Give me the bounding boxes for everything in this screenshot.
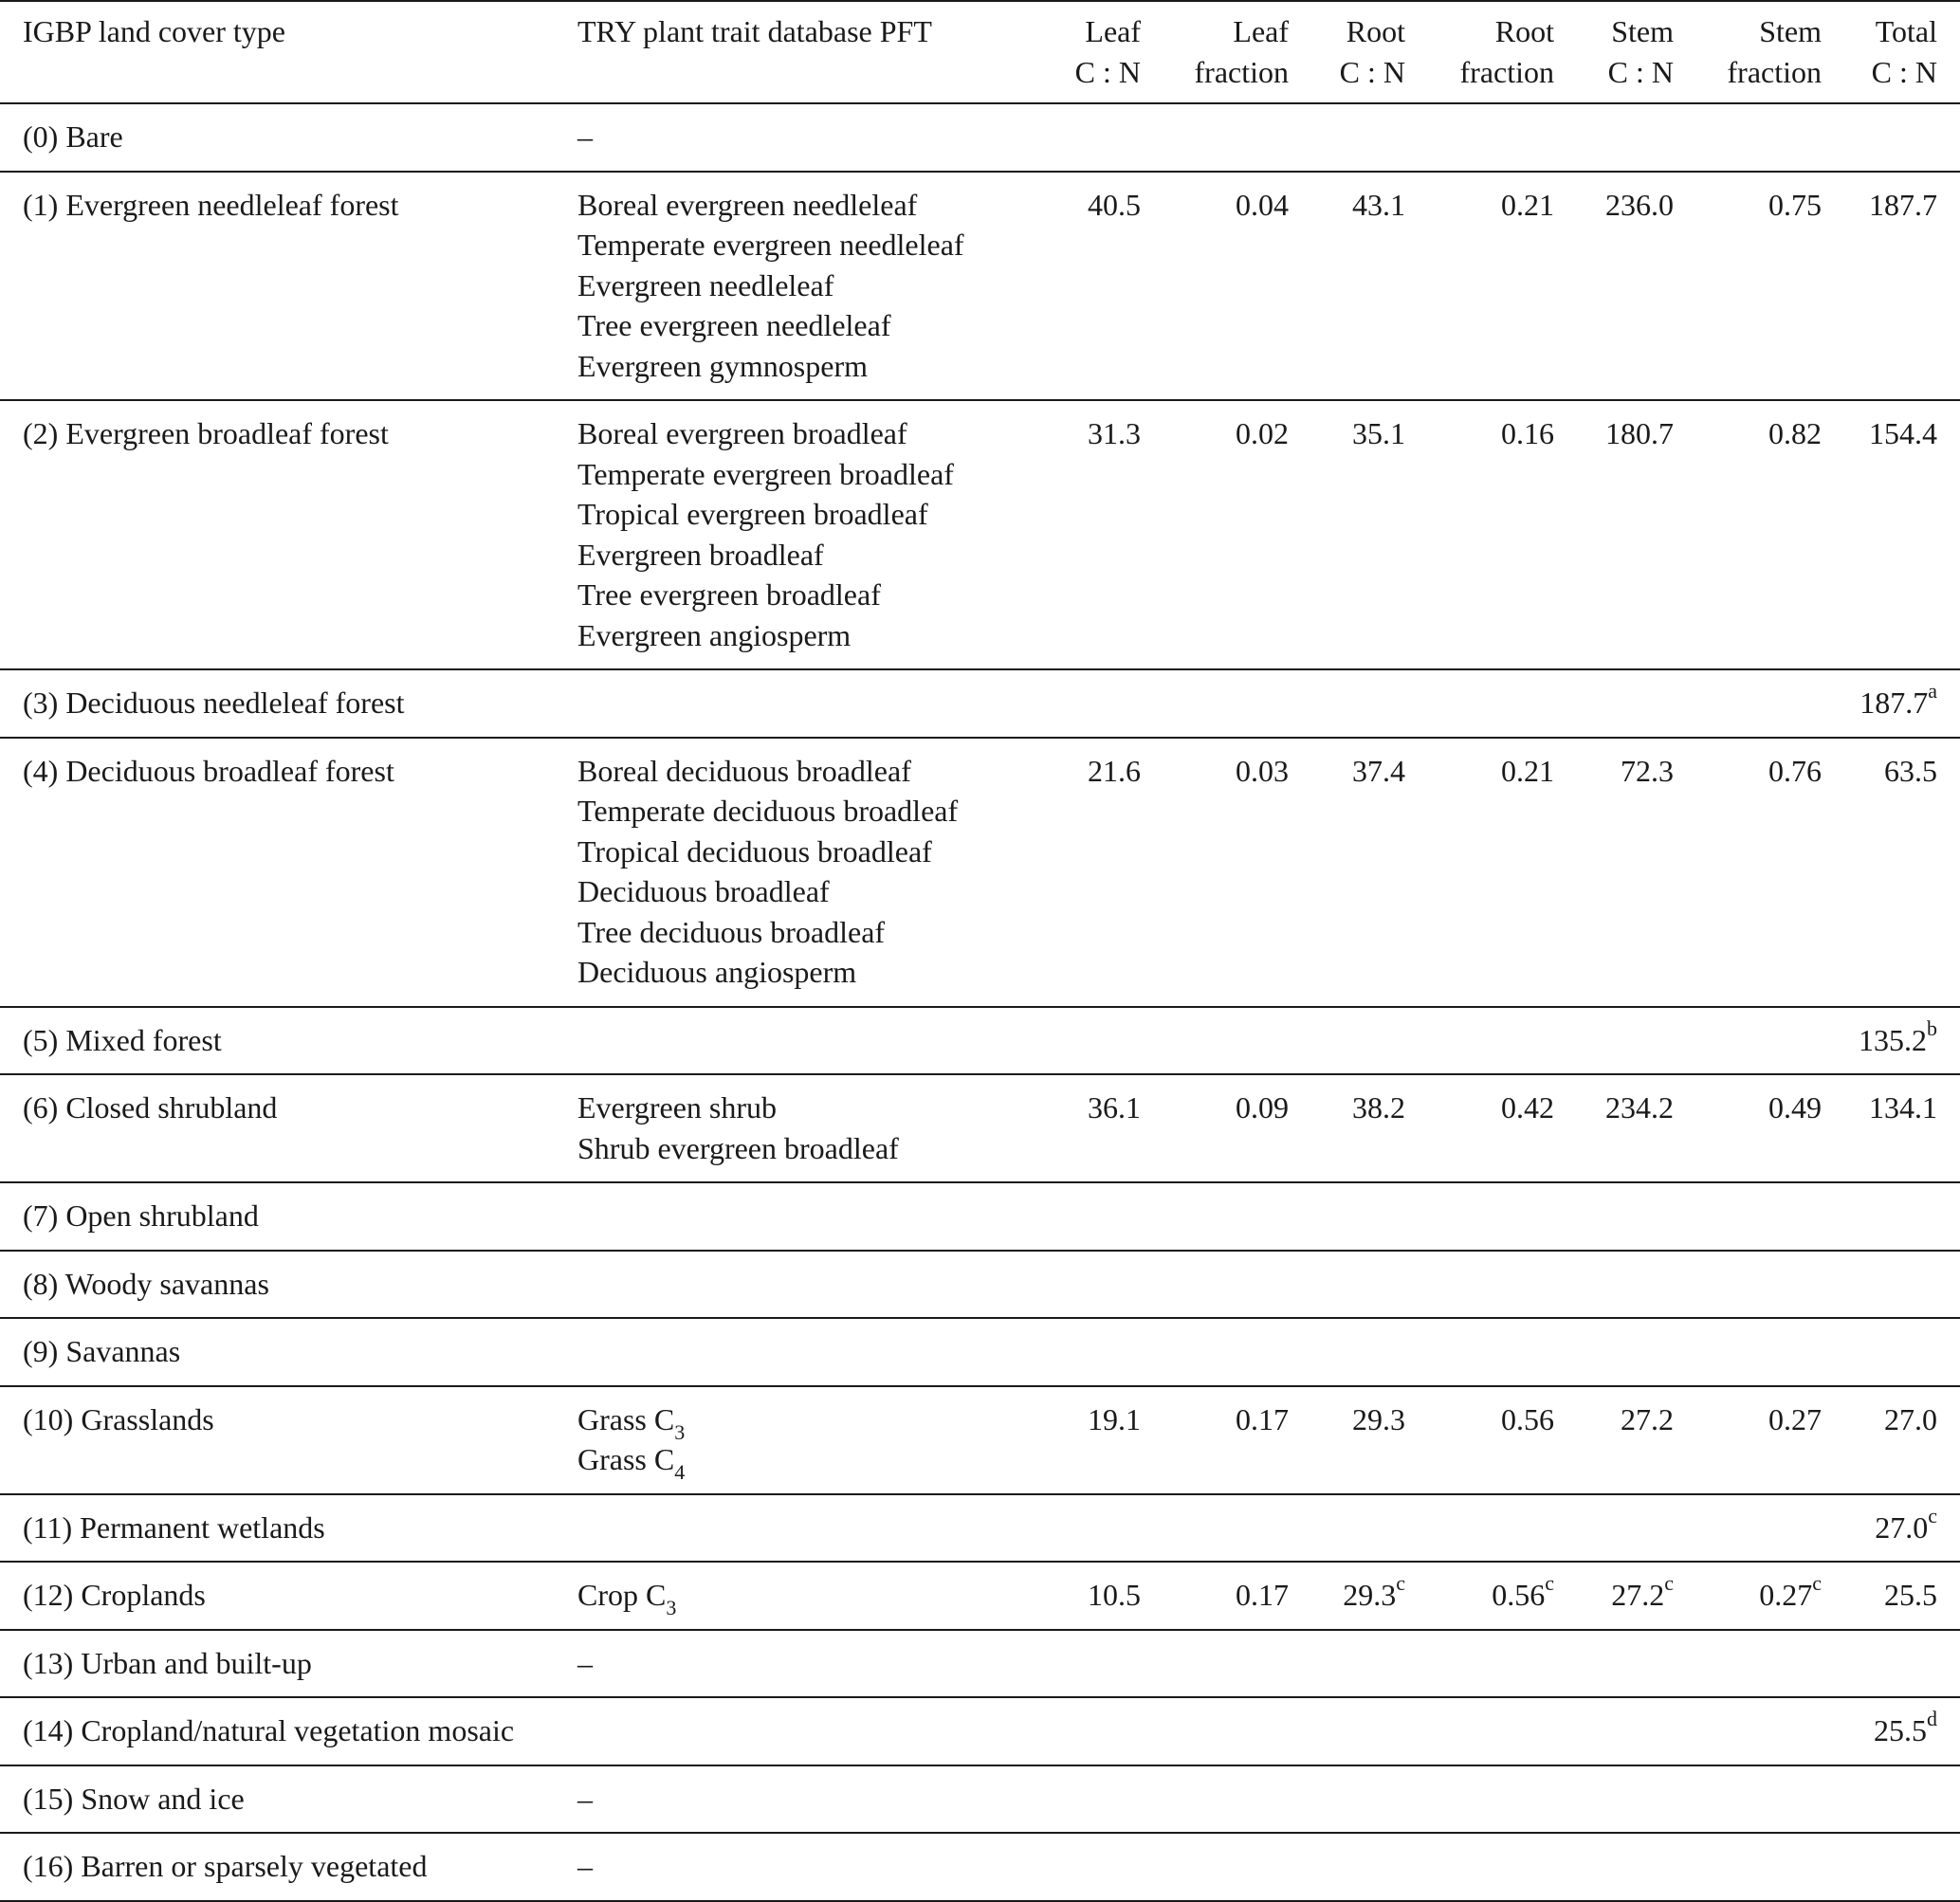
table-row (0, 1630, 1960, 1698)
cell-stem-fraction: 0.27 (1768, 1401, 1822, 1436)
cell-try-pft (577, 1697, 1023, 1765)
cell-leaf-cn: 40.5 (1088, 187, 1141, 222)
cell-stem-fraction: 0.76 (1768, 753, 1822, 788)
pft-entry: Evergreen needleleaf (577, 267, 834, 302)
pft-entry: Grass $C_3$ (577, 1401, 686, 1444)
cell-igbp-land-cover: (3) Deciduous needleleaf forest (23, 686, 405, 720)
cell-leaf-cn: 36.1 (1088, 1090, 1141, 1125)
footnote-marker: c (1812, 1571, 1822, 1596)
cell-leaf-cn: 31.3 (1088, 416, 1141, 450)
cell-root-fraction: 0.21 (1501, 187, 1554, 222)
cell-leaf-cn (1023, 1182, 1141, 1251)
cell-leaf-cn: 21.6 (1088, 753, 1141, 788)
cell-stem-cn: 27.2$^c$ (1611, 1571, 1674, 1612)
cell-stem-fraction (1674, 1630, 1822, 1698)
pft-entry: Tree evergreen broadleaf (577, 577, 881, 612)
pft-entry: Tree evergreen needleleaf (577, 308, 891, 342)
pft-entry: Boreal evergreen broadleaf (577, 416, 907, 450)
cell-leaf-fraction: 0.02 (1236, 416, 1289, 450)
table-row (0, 1251, 1960, 1319)
pft-entry: Boreal deciduous broadleaf (577, 753, 911, 788)
footnote-marker: a (1928, 679, 1937, 704)
cell-root-cn (1289, 1182, 1405, 1251)
pft-entry: Evergreen angiosperm (577, 617, 852, 652)
cell-stem-cn (1554, 1182, 1674, 1251)
cell-root-cn (1289, 1318, 1405, 1386)
cell-stem-fraction (1674, 669, 1822, 738)
footnote-marker: c (1396, 1571, 1405, 1596)
cell-root-fraction (1405, 1630, 1554, 1698)
cell-root-fraction (1405, 1182, 1554, 1251)
cell-stem-fraction (1674, 1182, 1822, 1251)
pft-entry: – (577, 119, 593, 154)
cell-try-pft (577, 738, 1023, 1007)
pft-entry: Tropical evergreen broadleaf (577, 497, 928, 531)
cell-try-pft (577, 172, 1023, 401)
cell-root-fraction: 0.56$^c$ (1492, 1571, 1554, 1612)
cell-stem-fraction: 0.82 (1768, 416, 1822, 450)
cell-root-cn (1289, 1697, 1405, 1765)
cell-root-fraction (1405, 1494, 1554, 1563)
cell-leaf-fraction (1141, 1765, 1289, 1834)
cell-leaf-cn (1023, 1318, 1141, 1386)
pft-entry: Deciduous angiosperm (577, 955, 857, 989)
cell-leaf-fraction: 0.09 (1236, 1090, 1289, 1125)
cell-stem-cn: 72.3 (1621, 753, 1674, 788)
cell-leaf-cn (1023, 1494, 1141, 1563)
table-row (0, 1386, 1960, 1494)
cell-leaf-fraction (1141, 1251, 1289, 1319)
cell-stem-cn: 27.2 (1621, 1401, 1674, 1436)
header-root-cn: Root C : N (1339, 14, 1405, 89)
table-row (0, 1007, 1960, 1075)
cell-igbp-land-cover: (7) Open shrubland (23, 1198, 259, 1233)
footnote-marker: c (1928, 1503, 1937, 1527)
cell-leaf-fraction: 0.17 (1236, 1578, 1289, 1612)
table-body (0, 103, 1960, 1901)
cell-igbp-land-cover: (0) Bare (23, 119, 123, 154)
cell-root-cn (1289, 1007, 1405, 1075)
cell-leaf-fraction: 0.04 (1236, 187, 1289, 222)
cell-igbp-land-cover: (11) Permanent wetlands (23, 1509, 325, 1545)
table-row (0, 400, 1960, 669)
header-root-fraction: Root fraction (1459, 14, 1554, 89)
cell-total-cn: 25.5 (1884, 1578, 1937, 1612)
header-stem-fraction: Stem fraction (1727, 14, 1822, 89)
cell-leaf-cn (1023, 1251, 1141, 1319)
cell-root-cn (1289, 1765, 1405, 1834)
cell-try-pft (577, 1318, 1023, 1386)
cell-root-fraction: 0.42 (1501, 1090, 1554, 1125)
header-igbp-land-cover: IGBP land cover type (23, 14, 285, 48)
cell-leaf-cn: 10.5 (1088, 1578, 1141, 1612)
cell-try-pft (577, 1630, 1023, 1698)
cell-total-cn: 187.7$^a$ (1859, 679, 1937, 720)
cell-igbp-land-cover: (15) Snow and ice (23, 1781, 245, 1816)
cell-igbp-land-cover: (8) Woody savannas (23, 1266, 269, 1301)
pft-entry: – (577, 1645, 593, 1680)
cell-total-cn (1822, 1833, 1960, 1901)
cell-leaf-fraction (1141, 669, 1289, 738)
pft-entry: Temperate evergreen broadleaf (577, 456, 954, 491)
cell-root-cn: 43.1 (1352, 187, 1405, 222)
cell-root-cn (1289, 1630, 1405, 1698)
cell-leaf-fraction (1141, 1697, 1289, 1765)
cell-leaf-fraction (1141, 1630, 1289, 1698)
cell-stem-cn (1554, 669, 1674, 738)
pft-entry: Tropical deciduous broadleaf (577, 833, 932, 869)
cell-stem-cn (1554, 1251, 1674, 1319)
pft-entry: Grass $C_4$ (577, 1442, 686, 1485)
footnote-marker: d (1927, 1707, 1937, 1731)
cell-try-pft (577, 1251, 1023, 1319)
cell-stem-cn (1554, 1318, 1674, 1386)
header-stem-cn: Stem C : N (1607, 14, 1674, 89)
table-row (0, 1765, 1960, 1834)
table-row (0, 1833, 1960, 1901)
cell-stem-fraction: 0.27$^c$ (1759, 1571, 1822, 1612)
header-leaf-cn: Leaf C : N (1074, 14, 1141, 89)
footnote-marker: b (1927, 1015, 1937, 1040)
cell-total-cn (1822, 1630, 1960, 1698)
cell-total-cn (1822, 1318, 1960, 1386)
cell-root-fraction (1405, 1318, 1554, 1386)
cell-total-cn: 135.2$^b$ (1859, 1015, 1937, 1057)
cell-root-cn: 38.2 (1352, 1090, 1405, 1125)
pft-entry: Temperate deciduous broadleaf (577, 794, 959, 828)
footnote-marker: c (1664, 1571, 1674, 1596)
cell-total-cn: 134.1 (1869, 1090, 1937, 1125)
cell-leaf-cn (1023, 1697, 1141, 1765)
cell-try-pft (577, 1074, 1023, 1182)
cell-stem-cn (1554, 103, 1674, 172)
table-row (0, 172, 1960, 401)
cell-igbp-land-cover: (2) Evergreen broadleaf forest (23, 416, 389, 450)
table-row (0, 1494, 1960, 1563)
cell-total-cn: 63.5 (1884, 753, 1937, 788)
cell-try-pft (577, 1182, 1023, 1251)
table-row (0, 669, 1960, 738)
cell-leaf-cn (1023, 1765, 1141, 1834)
cell-stem-fraction (1674, 103, 1822, 172)
cell-root-fraction (1405, 1251, 1554, 1319)
cell-igbp-land-cover: (12) Croplands (23, 1578, 206, 1612)
table-row (0, 1318, 1960, 1386)
cell-total-cn: 154.4 (1869, 416, 1937, 450)
cell-stem-fraction: 0.49 (1768, 1090, 1822, 1125)
cell-igbp-land-cover: (4) Deciduous broadleaf forest (23, 753, 394, 788)
table-header (0, 1, 1960, 103)
cell-try-pft (577, 1386, 1023, 1494)
cell-igbp-land-cover: (5) Mixed forest (23, 1022, 222, 1057)
cell-stem-cn (1554, 1630, 1674, 1698)
cell-stem-cn (1554, 1833, 1674, 1901)
pft-entry: Shrub evergreen broadleaf (577, 1130, 899, 1165)
cell-try-pft (577, 1494, 1023, 1563)
cell-stem-fraction (1674, 1494, 1822, 1563)
cell-leaf-fraction: 0.03 (1236, 753, 1289, 788)
pft-entry: Evergreen broadleaf (577, 537, 824, 572)
table-row (0, 1182, 1960, 1251)
header-leaf-fraction: Leaf fraction (1194, 14, 1289, 89)
cell-stem-cn: 234.2 (1605, 1090, 1674, 1125)
cell-root-fraction (1405, 1765, 1554, 1834)
cell-igbp-land-cover: (6) Closed shrubland (23, 1090, 278, 1125)
cell-stem-cn: 180.7 (1605, 416, 1674, 450)
cell-leaf-cn (1023, 1007, 1141, 1075)
cell-root-cn (1289, 1833, 1405, 1901)
table-row (0, 738, 1960, 1007)
cell-root-fraction: 0.16 (1501, 416, 1554, 450)
table-row (0, 1697, 1960, 1765)
cell-total-cn: 27.0$^c$ (1875, 1503, 1937, 1545)
cell-leaf-fraction (1141, 1007, 1289, 1075)
cell-root-fraction (1405, 103, 1554, 172)
cell-try-pft (577, 103, 1023, 172)
cell-stem-fraction (1674, 1765, 1822, 1834)
pft-entry: Temperate evergreen needleleaf (577, 228, 964, 262)
cell-stem-cn (1554, 1494, 1674, 1563)
cell-root-cn: 29.3 (1352, 1401, 1405, 1436)
cell-try-pft (577, 1007, 1023, 1075)
footnote-marker: c (1545, 1571, 1554, 1596)
cell-leaf-fraction (1141, 1494, 1289, 1563)
cell-leaf-cn (1023, 669, 1141, 738)
pft-entry: Evergreen gymnosperm (577, 348, 868, 383)
cell-total-cn (1822, 1251, 1960, 1319)
cell-total-cn: 187.7 (1869, 187, 1937, 222)
header-try-pft: TRY plant trait database PFT (577, 14, 932, 48)
cell-root-cn: 29.3$^c$ (1343, 1571, 1405, 1612)
cell-igbp-land-cover: (16) Barren or sparsely vegetated (23, 1849, 428, 1883)
cell-stem-fraction (1674, 1318, 1822, 1386)
cell-total-cn (1822, 1765, 1960, 1834)
pft-entry: Boreal evergreen needleleaf (577, 187, 918, 222)
cell-try-pft (577, 400, 1023, 669)
cell-root-fraction (1405, 669, 1554, 738)
header-row (0, 1, 1960, 103)
cell-stem-cn: 236.0 (1605, 187, 1674, 222)
table-row (0, 1562, 1960, 1630)
cell-root-cn (1289, 1251, 1405, 1319)
cell-leaf-fraction (1141, 1318, 1289, 1386)
cell-stem-fraction (1674, 1697, 1822, 1765)
cell-total-cn: 27.0 (1884, 1401, 1937, 1436)
cell-stem-cn (1554, 1765, 1674, 1834)
cell-total-cn (1822, 1182, 1960, 1251)
cell-root-fraction (1405, 1007, 1554, 1075)
cell-stem-fraction (1674, 1833, 1822, 1901)
cell-root-cn (1289, 1494, 1405, 1563)
cell-stem-fraction (1674, 1251, 1822, 1319)
cell-try-pft (577, 1562, 1023, 1630)
table-row (0, 103, 1960, 172)
cell-total-cn: 25.5$^d$ (1874, 1707, 1937, 1747)
cell-try-pft (577, 1765, 1023, 1834)
cell-igbp-land-cover: (14) Cropland/natural vegetation mosaic (23, 1713, 515, 1747)
table-row (0, 1074, 1960, 1182)
pft-entry: Deciduous broadleaf (577, 874, 830, 908)
pft-entry: – (577, 1781, 593, 1816)
cell-leaf-cn (1023, 1833, 1141, 1901)
cell-igbp-land-cover: (13) Urban and built-up (23, 1645, 312, 1680)
cell-total-cn (1822, 103, 1960, 172)
cell-leaf-cn: 19.1 (1088, 1401, 1141, 1436)
cell-stem-cn (1554, 1007, 1674, 1075)
cell-leaf-cn (1023, 103, 1141, 172)
cell-igbp-land-cover: (10) Grasslands (23, 1401, 214, 1436)
pft-entry: Evergreen shrub (577, 1090, 777, 1125)
pft-entry: Crop $C_3$ (577, 1578, 677, 1620)
cell-igbp-land-cover: (9) Savannas (23, 1334, 181, 1368)
cell-root-cn (1289, 103, 1405, 172)
cell-root-cn: 37.4 (1352, 753, 1405, 788)
cell-root-fraction (1405, 1833, 1554, 1901)
cell-leaf-cn (1023, 1630, 1141, 1698)
cell-root-fraction: 0.56 (1501, 1401, 1554, 1436)
cell-leaf-fraction (1141, 1182, 1289, 1251)
cell-leaf-fraction: 0.17 (1236, 1401, 1289, 1436)
cell-try-pft (577, 1833, 1023, 1901)
cell-leaf-fraction (1141, 103, 1289, 172)
header-total-cn: Total C : N (1871, 14, 1937, 89)
cell-root-cn (1289, 669, 1405, 738)
pft-entry: Tree deciduous broadleaf (577, 914, 886, 949)
cell-stem-fraction: 0.75 (1768, 187, 1822, 222)
cell-try-pft (577, 669, 1023, 738)
pft-entry: – (577, 1849, 593, 1883)
cell-igbp-land-cover: (1) Evergreen needleleaf forest (23, 187, 399, 222)
cell-stem-fraction (1674, 1007, 1822, 1075)
cell-stem-cn (1554, 1697, 1674, 1765)
cell-root-fraction: 0.21 (1501, 753, 1554, 788)
cell-root-cn: 35.1 (1352, 416, 1405, 450)
cell-root-fraction (1405, 1697, 1554, 1765)
cell-leaf-fraction (1141, 1833, 1289, 1901)
